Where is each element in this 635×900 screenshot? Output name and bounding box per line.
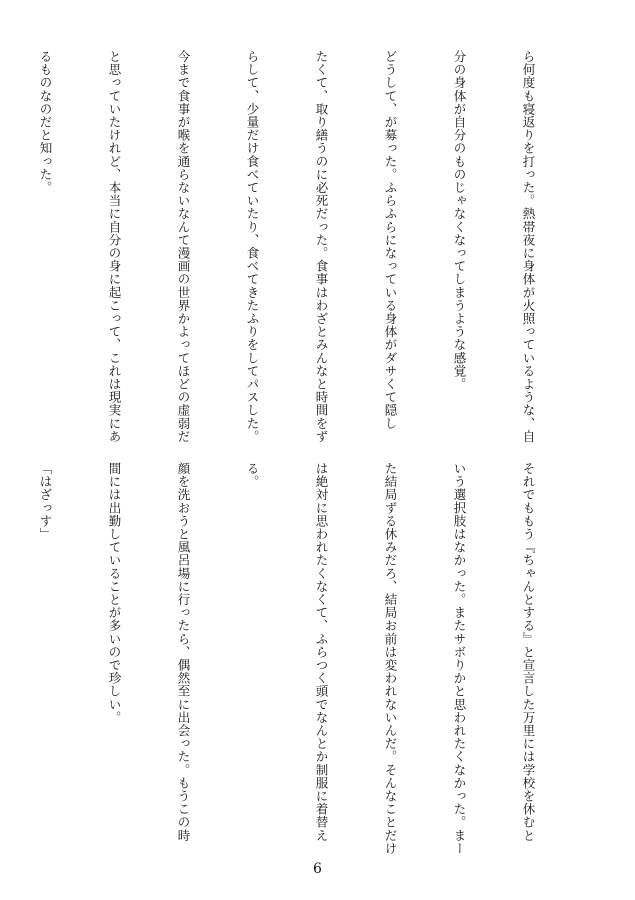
text-column: 今まで食事が喉を通らないなんて漫画の世界かよってほどの虚弱だ <box>176 50 191 443</box>
text-column: ら何度も寝返りを打った。熱帯夜に身体が火照っているような、自 <box>521 50 536 443</box>
text-column: それでももう『ちゃんとする』と宣言した万里には学校を休むと <box>521 462 536 842</box>
upper-text-block <box>38 50 586 445</box>
page-number: 6 <box>313 861 322 877</box>
text-column: どうして、が募った。ふらふらになっている身体がダサくて隠し <box>383 50 398 430</box>
text-column: と思っていたけれど、本当に自分の身に起こって、これは現実にあ <box>107 50 122 443</box>
text-column: たくて、取り繕うのに必死だった。食事はわざとみんなと時間をず <box>314 50 329 443</box>
text-column: た結局ずる休みだろ、結局お前は変われないんだ。そんなことだけ <box>383 462 398 855</box>
text-column: は絶対に思われたくなくて、ふらつく頭でなんとか制服に着替え <box>314 462 329 842</box>
text-column: 分の身体が自分のものじゃなくなってしまうような感覚。 <box>452 50 467 391</box>
text-column: 「はざっす」 <box>38 462 53 541</box>
text-column: らして、少量だけ食べていたり、食べてきたふりをしてパスした。 <box>245 50 260 443</box>
lower-text-block <box>38 462 586 857</box>
text-column: 顔を洗おうと風呂場に行ったら、偶然至に出会った。もうこの時 <box>176 462 191 842</box>
text-column: いう選択肢はなかった。またサボりかと思われたくなかった。まー <box>452 462 467 855</box>
text-column: る。 <box>245 462 260 489</box>
text-column: るものなのだと知った。 <box>38 50 53 195</box>
text-column: 間には出勤していることが多いので珍しい。 <box>107 462 122 724</box>
